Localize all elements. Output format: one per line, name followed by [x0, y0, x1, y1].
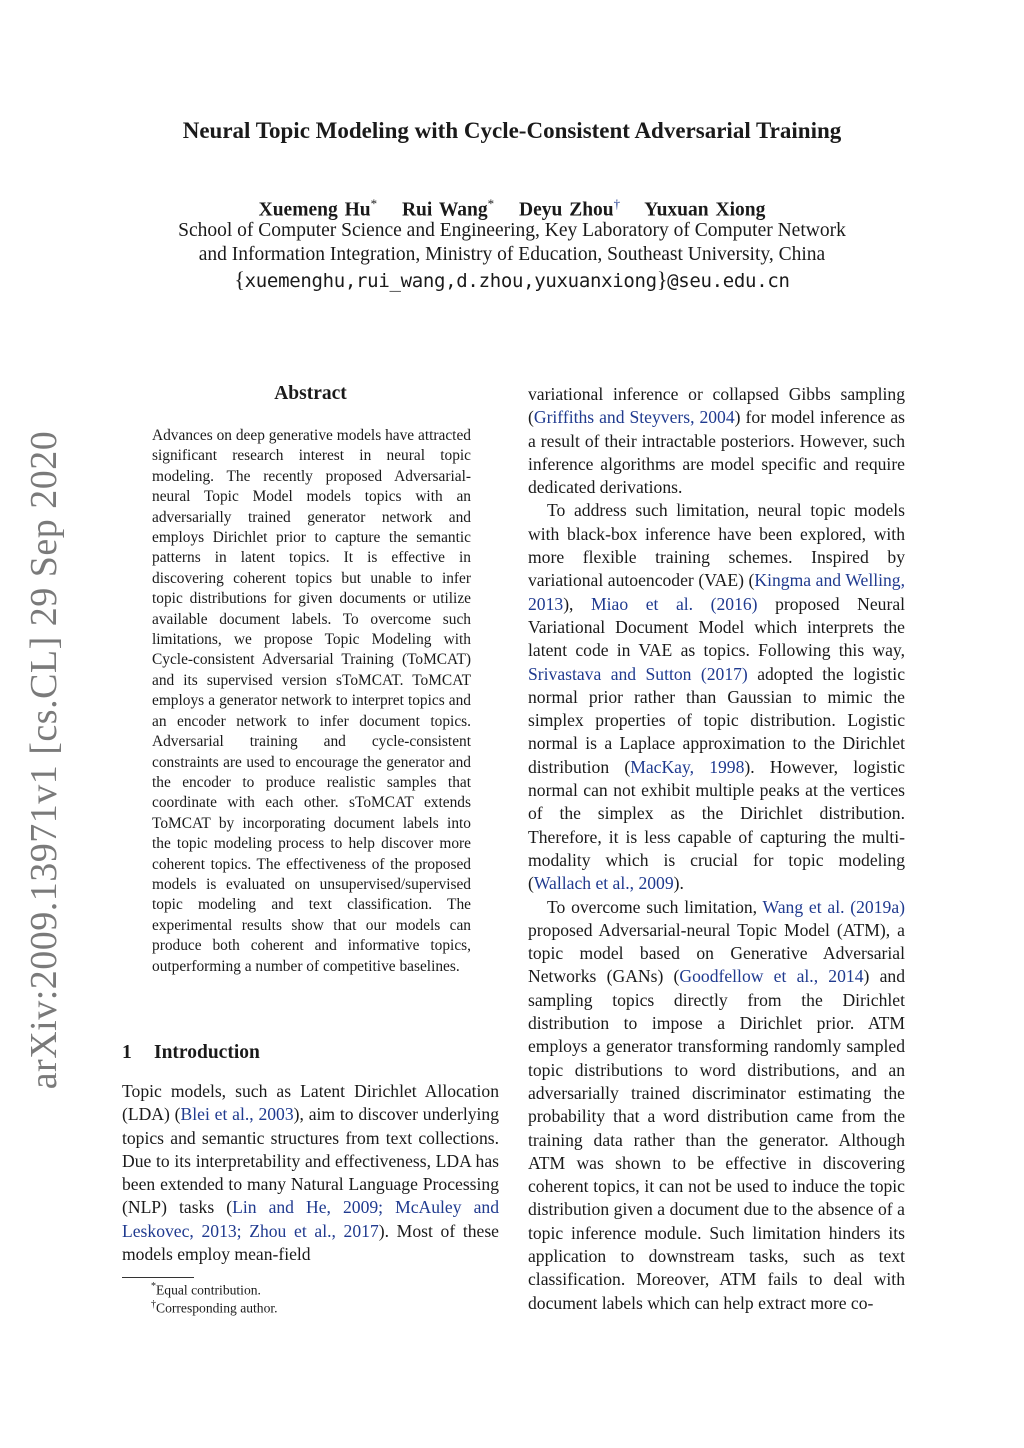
citation-link[interactable]: Lin and He, 2009; McAuley and Leskovec, 2013; Zhou et al., 2017 — [122, 1197, 499, 1241]
author-name: Deyu Zhou — [518, 199, 614, 221]
text-run: Topic models, such as Latent Dirichlet Allocation (LDA) ( — [122, 1081, 499, 1125]
citation-link[interactable]: Griffiths and Steyvers, 2004 — [533, 407, 735, 428]
footnote-text: Equal contribution. — [156, 1282, 261, 1298]
citation-link[interactable]: Wang et al. (2019a) — [762, 896, 905, 917]
author-name: Rui Wang — [401, 199, 488, 221]
author-mark: * — [487, 196, 495, 211]
text-run: ), — [563, 593, 592, 614]
author-list — [0, 196, 1024, 222]
text-run: To overcome such limitation, — [547, 896, 763, 917]
text-run: ), aim to discover underlying topics and semantic structures from text collections. Due to its interpretability and effectiveness, LDA has been extended to many Natural Language Processing (NLP) tasks ( — [122, 1104, 500, 1218]
right-column — [528, 383, 905, 1315]
intro-paragraph — [122, 1080, 499, 1266]
text-run: ). However, logistic normal can not exhibit multiple peaks at the vertices of the simplex as the Dirichlet distribution. Therefore, it is less capable of capturing the multi-modality which is crucial for topic modeling ( — [528, 756, 905, 894]
section-heading — [122, 1042, 260, 1064]
author-email — [0, 267, 1024, 293]
footnote-mark: * — [151, 1281, 156, 1292]
section-title: Introduction — [154, 1042, 260, 1063]
text-run: variational inference or collapsed Gibbs sampling ( — [528, 384, 905, 428]
text-run: adopted the logistic normal prior rather than Gaussian to mimic the simplex properties of topic distribution. Logistic normal is a Laplace approximation to the Dirichlet distribution ( — [528, 663, 905, 777]
citation-link[interactable]: Miao et al. (2016) — [591, 593, 758, 614]
citation-link[interactable]: Goodfellow et al., 2014 — [679, 966, 864, 987]
citation-link[interactable]: Wallach et al., 2009 — [533, 873, 674, 894]
citation-link[interactable]: Blei et al., 2003 — [180, 1104, 294, 1125]
text-run: ) for model inference as a result of their intractable posteriors. However, such inference algorithms are model specific and require dedicated derivations. — [528, 407, 905, 498]
body-paragraph — [528, 896, 905, 1315]
text-run: To address such limitation, neural topic models with black-box inference have been explored, with more flexible training schemes. Inspired by variational autoencoder (VAE) ( — [528, 500, 905, 591]
text-run: ). Most of these models employ mean-field — [122, 1220, 499, 1265]
text-run: ). — [673, 873, 684, 894]
email-users: xuemenghu,rui_wang,d.zhou,yuxuanxiong — [244, 270, 657, 292]
affiliation-line: and Information Integration, Ministry of Education, Southeast University, China — [198, 244, 826, 265]
citation-link[interactable]: MacKay, 1998 — [630, 756, 745, 777]
footnote — [151, 1299, 278, 1317]
footnote — [151, 1281, 261, 1299]
footnote-rule — [122, 1277, 194, 1278]
citation-link[interactable]: Kingma and Welling, 2013 — [528, 570, 905, 614]
affiliation-line: School of Computer Science and Engineering, Key Laboratory of Computer Network — [178, 220, 846, 241]
abstract-body: Advances on deep generative models have attracted significant research interest in neural topic modeling. The recently proposed Adversarial-neural Topic Model models topics with an adversarially trained generator network and employs Dirichlet prior to capture the semantic patterns in latent topics. It is effective in discovering coherent topics but unable to infer topic distributions for given documents or utilize available document labels. To overcome such limitations, we propose Topic Modeling with Cycle-consistent Adversarial Training (ToMCAT) and its supervised version sToMCAT. ToMCAT employs a generator network to interpret topics and an encoder network to infer document topics. Adversarial training and cycle-consistent constraints are used to encourage the generator and the encoder to produce realistic samples that coordinate with each other. sToMCAT extends ToMCAT by incorporating document labels into the topic modeling process to help discover more coherent topics. The effectiveness of the proposed models is evaluated on unsupervised/supervised topic modeling and text classification. The experimental results show that our models can produce both coherent and informative topics, outperforming a number of competitive baselines. — [152, 427, 471, 975]
author-mark: * — [370, 196, 378, 211]
email-domain: @seu.edu.cn — [667, 270, 790, 292]
email-brace: } — [656, 267, 668, 292]
text-run: ) and sampling topics directly from the Dirichlet distribution to impose a Dirichlet prior. ATM employs a generator transforming randomly sampled topic distributions to word distributions, and an adversarially trained discriminator estimating the probability that a word distribution came from the training data rather than the generator. Although ATM was shown to be effective in discovering coherent topics, it can not be used to induce the topic distribution given a document due to the absence of a topic inference module. Such limitation hinders its application to downstream tasks, such as text classification. Moreover, ATM fails to deal with document labels which can help extract more co- — [528, 966, 905, 1313]
footnote-mark: † — [151, 1299, 156, 1310]
text-run: proposed Adversarial-neural Topic Model (ATM), a topic model based on Generative Adversarial Networks (GANs) ( — [528, 919, 905, 987]
paper-title: Neural Topic Modeling with Cycle-Consistent Adversarial Training — [182, 118, 842, 143]
email-brace: { — [234, 267, 245, 292]
text-run: proposed Neural Variational Document Model which interprets the latent code in VAE as topics. Following this way, — [528, 593, 906, 661]
citation-link[interactable]: Srivastava and Sutton (2017) — [528, 663, 748, 684]
arxiv-stamp: arXiv:2009.13971v1 [cs.CL] 29 Sep 2020 — [23, 430, 65, 1090]
section-number: 1 — [122, 1042, 132, 1063]
body-paragraph — [528, 383, 905, 499]
author-name: Yuxuan Xiong — [644, 199, 766, 221]
author-name: Xuemeng Hu — [258, 199, 371, 221]
abstract-heading: Abstract — [274, 383, 347, 404]
footnote-text: Corresponding author. — [156, 1300, 278, 1316]
body-paragraph — [528, 499, 905, 895]
author-mark: † — [613, 196, 621, 211]
